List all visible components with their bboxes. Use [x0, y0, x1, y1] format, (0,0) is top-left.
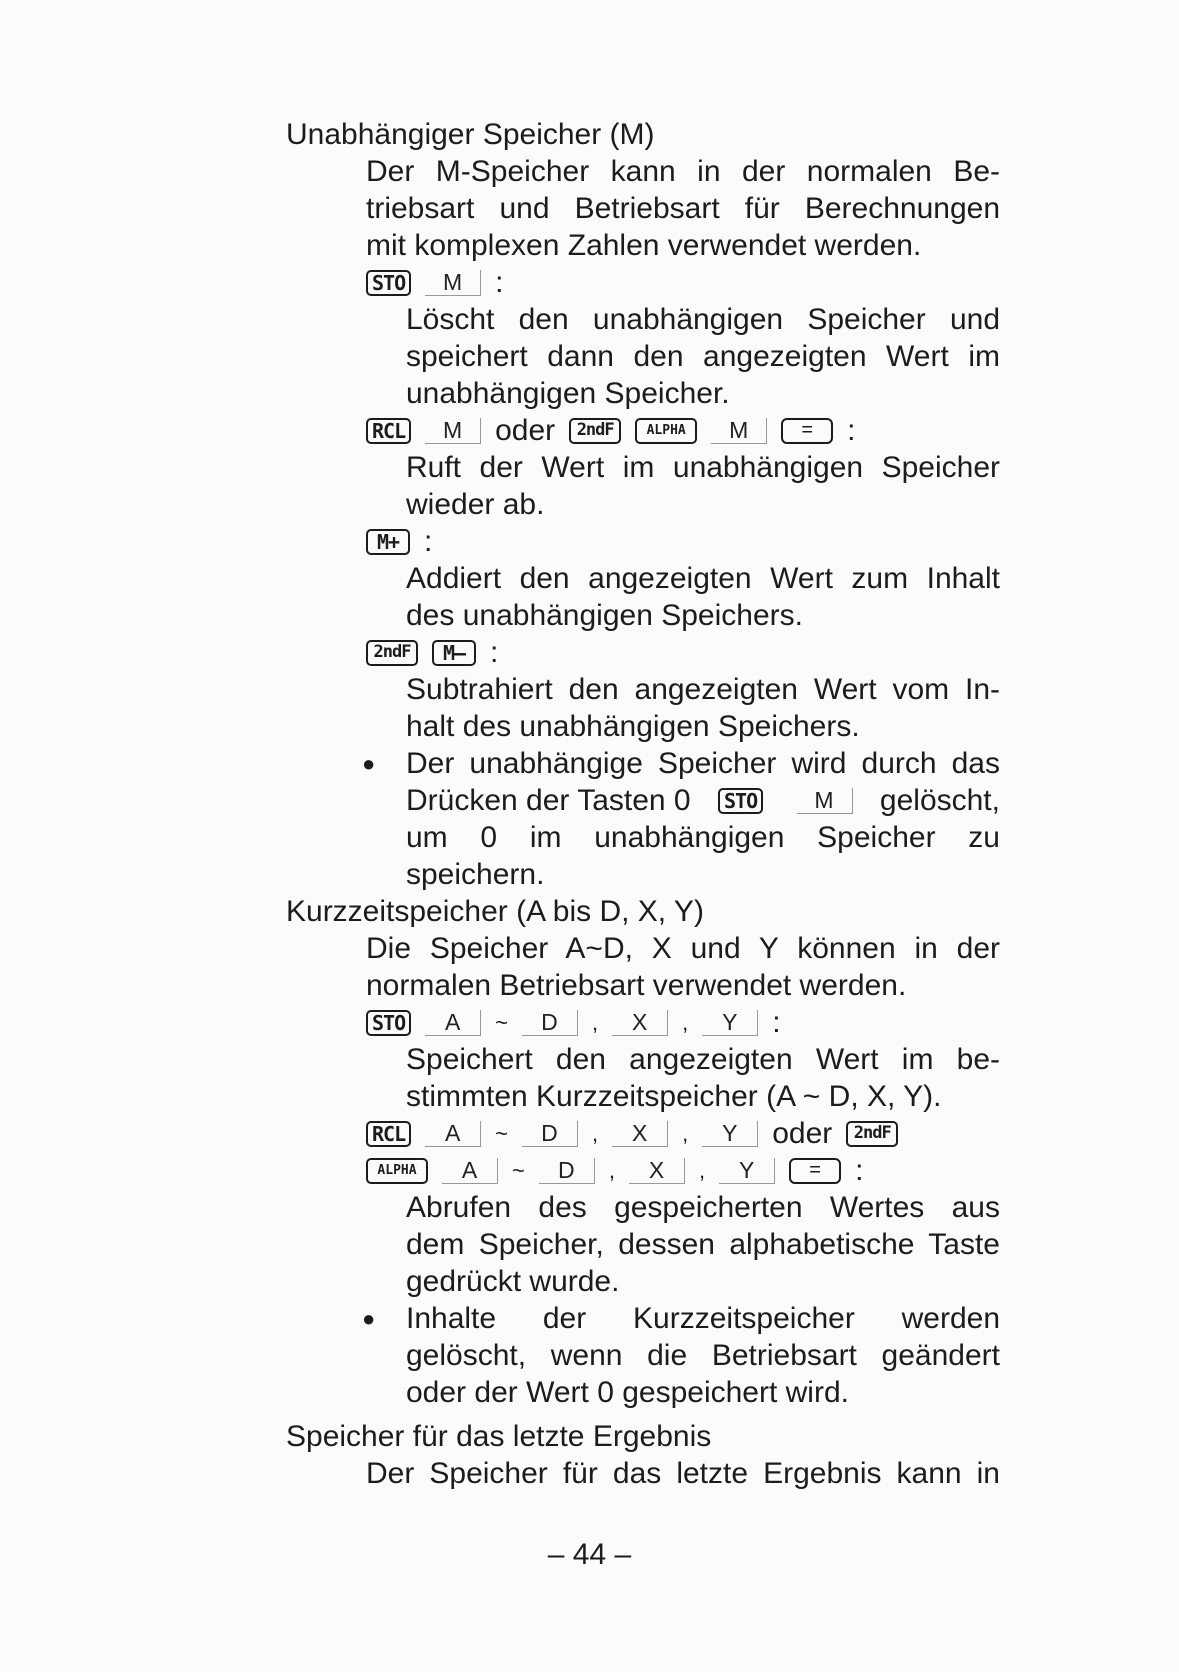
paragraph-line: triebsart und Betriebsart für Berechnungen	[366, 192, 1000, 225]
comma: ,	[591, 1120, 599, 1146]
paragraph-line: Der M-Speicher kann in der normalen Be-	[366, 155, 1000, 188]
oder-word: oder	[772, 1116, 833, 1150]
description-line: speichert dann den angezeigten Wert im	[406, 340, 1000, 373]
comma: ,	[591, 1009, 599, 1035]
d-key: D	[539, 1158, 595, 1184]
a-key: A	[425, 1121, 481, 1147]
key-sequence-rcl-m	[366, 412, 856, 449]
bullet-line: gelöscht, wenn die Betriebsart geändert	[406, 1339, 1000, 1372]
description-line: Abrufen des gespeicherten Wertes aus	[406, 1191, 1000, 1224]
y-key: Y	[719, 1158, 775, 1184]
description-line: unabhängigen Speicher.	[406, 377, 730, 410]
x-key: X	[612, 1121, 668, 1147]
colon: :	[424, 524, 433, 558]
bullet-icon: ●	[362, 751, 376, 776]
paragraph-line: mit komplexen Zahlen verwendet werden.	[366, 229, 922, 262]
range-tilde: ~	[495, 1009, 508, 1035]
equals-key: =	[789, 1158, 841, 1184]
equals-key: =	[781, 418, 833, 444]
bullet-line: um 0 im unabhängigen Speicher zu	[406, 821, 1000, 854]
description-line: Addiert den angezeigten Wert zum Inhalt	[406, 562, 1000, 595]
comma: ,	[608, 1157, 615, 1183]
d-key: D	[522, 1121, 578, 1147]
m-minus-key: M–	[432, 640, 476, 666]
rcl-key: RCL	[366, 418, 411, 444]
m-key: M	[425, 270, 481, 296]
y-key: Y	[702, 1121, 758, 1147]
key-sequence-mplus	[366, 523, 432, 560]
page-number: – 44 –	[547, 1538, 632, 1571]
key-sequence-mminus	[366, 634, 498, 671]
x-key: X	[612, 1010, 668, 1036]
a-key: A	[442, 1158, 498, 1184]
key-sequence-sto-letters	[366, 1004, 781, 1041]
bullet-icon: ●	[362, 1306, 376, 1331]
comma: ,	[698, 1157, 706, 1183]
bullet-line: Inhalte der Kurzzeitspeicher werden	[406, 1302, 1000, 1335]
m-key: M	[711, 418, 767, 444]
section-heading-last-result-memory: Speicher für das letzte Ergebnis	[286, 1420, 712, 1453]
sto-key: STO	[366, 1010, 411, 1036]
bullet-text: gelöscht,	[879, 784, 1000, 817]
description-line: dem Speicher, dessen alphabetische Taste	[406, 1228, 1000, 1261]
y-key: Y	[702, 1010, 758, 1036]
section-heading-short-term-memory: Kurzzeitspeicher (A bis D, X, Y)	[286, 895, 704, 928]
comma: ,	[682, 1009, 689, 1035]
key-sequence-alpha-letters	[366, 1152, 863, 1189]
2ndf-key: 2ndF	[569, 418, 621, 444]
2ndf-key: 2ndF	[846, 1121, 898, 1147]
colon: :	[490, 635, 499, 669]
colon: :	[855, 1153, 864, 1187]
description-line: des unabhängigen Speichers.	[406, 599, 803, 632]
description-line: gedrückt wurde.	[406, 1265, 620, 1298]
m-key: M	[425, 418, 481, 444]
description-line: Speichert den angezeigten Wert im be-	[406, 1043, 1000, 1076]
sto-key: STO	[718, 788, 763, 814]
description-line: Ruft der Wert im unabhängigen Speicher	[406, 451, 1000, 484]
comma: ,	[682, 1120, 689, 1146]
colon: :	[495, 265, 504, 299]
bullet-line-with-keys	[406, 782, 1000, 819]
bullet-line: Der unabhängige Speicher wird durch das	[406, 747, 1000, 780]
bullet-line: speichern.	[406, 858, 545, 891]
description-line: stimmten Kurzzeitspeicher (A ~ D, X, Y).	[406, 1080, 942, 1113]
range-tilde: ~	[512, 1157, 525, 1183]
a-key: A	[425, 1010, 481, 1036]
paragraph-line: Die Speicher A~D, X und Y können in der	[366, 932, 1000, 965]
bullet-line: oder der Wert 0 gespeichert wird.	[406, 1376, 849, 1409]
sto-key: STO	[366, 270, 411, 296]
key-sequence-sto-m	[366, 264, 503, 301]
colon: :	[847, 413, 856, 447]
description-line: Subtrahiert den angezeigten Wert vom In-	[406, 673, 1000, 706]
description-line: Löscht den unabhängigen Speicher und	[406, 303, 1000, 336]
section-heading-independent-memory: Unabhängiger Speicher (M)	[286, 118, 655, 151]
rcl-key: RCL	[366, 1121, 411, 1147]
alpha-key: ALPHA	[366, 1158, 428, 1184]
bullet-text: Drücken der Tasten 0	[406, 784, 691, 817]
paragraph-line: normalen Betriebsart verwendet werden.	[366, 969, 907, 1002]
d-key: D	[522, 1010, 578, 1036]
m-key: M	[797, 788, 853, 814]
description-line: wieder ab.	[406, 488, 545, 521]
m-plus-key: M+	[366, 529, 410, 555]
description-line: halt des unabhängigen Speichers.	[406, 710, 860, 743]
colon: :	[772, 1005, 781, 1039]
alpha-key: ALPHA	[635, 418, 697, 444]
2ndf-key: 2ndF	[366, 640, 418, 666]
oder-word: oder	[495, 413, 556, 447]
key-sequence-rcl-letters	[366, 1115, 898, 1152]
range-tilde: ~	[495, 1120, 508, 1146]
x-key: X	[629, 1158, 685, 1184]
paragraph-line: Der Speicher für das letzte Ergebnis kann in	[366, 1457, 1000, 1490]
